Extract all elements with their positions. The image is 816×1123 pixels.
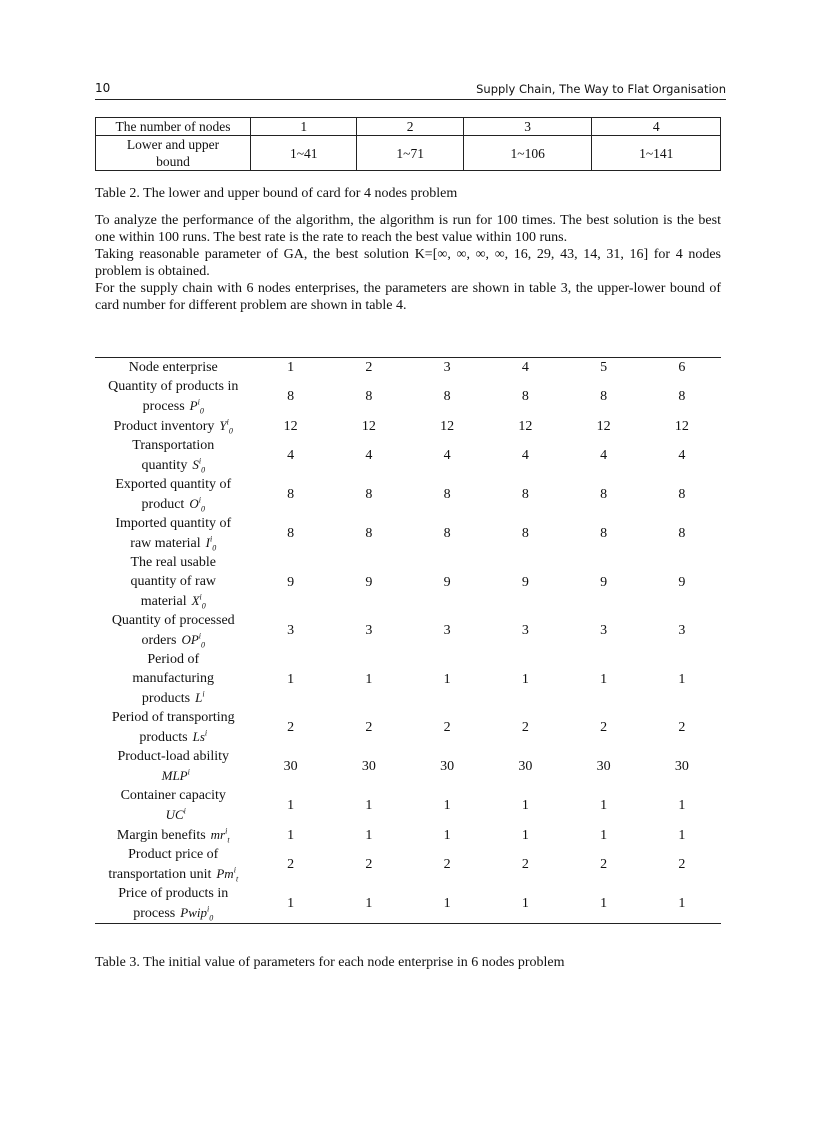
symbol-base: Y [219,418,227,433]
symbol-superscript: i [233,865,236,875]
label-text: process [133,906,176,921]
label-text: raw material [130,536,201,551]
label-line [95,805,252,825]
value-cell: 8 [443,389,451,404]
table-row [95,825,721,845]
symbol-subscript: 0 [228,426,233,436]
value-cell: 12 [674,418,689,434]
value-cell: 1 [287,671,295,687]
header-cell: 3 [443,360,451,375]
value-cell: 4 [287,448,295,463]
value-cell: 30 [361,759,376,774]
table-row [96,136,721,171]
paragraph: For the supply chain with 6 nodes enterprises, the parameters are shown in table 3, the upper-lower bound of card number for different problem are shown in table 4. [95,281,721,313]
label-line [95,396,252,416]
label-line [95,688,252,708]
label-line [95,455,252,475]
label-line: The real usable [130,555,216,570]
parameter-symbol [195,690,204,705]
cell-line: bound [156,154,190,169]
label-line [95,727,252,747]
parameter-symbol [181,631,206,650]
parameter-label [95,747,252,786]
table-row [95,650,721,708]
value-cell: 8 [365,487,373,502]
symbol-superscript: i [197,397,200,407]
label-text: products [139,730,188,745]
parameter-label [95,845,252,884]
symbol-subscript: 0 [201,465,206,475]
table-cell: 1~71 [357,136,463,171]
symbol-superscript: i [198,456,202,466]
symbol-base: O [189,496,199,511]
symbol-superscript: i [202,689,205,699]
header-cell: Node enterprise [128,360,218,375]
value-cell: 9 [287,574,295,590]
table-row [95,514,721,553]
table-cell: 2 [357,118,463,136]
parameter-label [95,650,252,708]
symbol-subscript: 0 [200,504,205,514]
value-cell: 8 [287,487,295,502]
value-cell: 1 [443,896,451,911]
table-row [95,553,721,611]
value-cell: 1 [365,798,373,813]
symbol-base: Pwip [180,905,207,920]
header-cell: 5 [600,360,608,375]
symbol-base: X [191,593,200,608]
value-cell: 2 [443,857,451,872]
value-cell: 2 [443,720,451,735]
value-cell: 2 [678,720,686,735]
parameter-label [95,786,252,825]
header-cell: 6 [678,360,686,375]
value-cell: 3 [365,623,373,638]
value-cell: 2 [521,857,529,872]
value-cell: 30 [674,759,689,774]
symbol-superscript: i [183,806,186,816]
table-2-caption: Table 2. The lower and upper bound of card for 4 nodes problem [95,186,458,201]
symbol-subscript: 0 [201,601,206,611]
parameter-symbol [189,397,204,416]
symbol-base: L [195,690,203,705]
header-cell: 2 [365,360,373,375]
value-cell: 30 [440,759,455,774]
label-line: Quantity of products in [108,379,239,394]
label-line [95,825,252,845]
label-line [95,766,252,786]
table-header-row [95,358,721,378]
table-row [95,786,721,825]
parameter-symbol [166,807,186,822]
value-cell: 12 [518,418,533,434]
symbol-subscript: 0 [199,406,204,416]
symbol-superscript: i [187,767,190,777]
symbol-subscript: 0 [209,913,214,923]
value-cell: 30 [283,759,298,774]
symbol-subscript: t [227,835,230,845]
label-line [95,864,252,884]
parameter-label [95,514,252,553]
value-cell: 8 [443,487,451,502]
table-row [95,475,721,514]
value-cell: 1 [521,671,529,687]
value-cell: 1 [287,896,295,911]
paragraph: To analyze the performance of the algorithm, the algorithm is run for 100 times. The best solution is the best one within 100 runs. The best rate is the rate to reach the best value within 100 runs. [95,213,721,245]
value-cell: 9 [678,574,686,590]
value-cell: 3 [287,623,295,638]
value-cell: 4 [443,448,451,463]
value-cell: 2 [600,720,608,735]
label-line [95,630,252,650]
parameter-label [95,553,252,611]
symbol-base: OP [181,632,199,647]
value-cell: 8 [600,526,608,541]
value-cell: 9 [443,574,451,590]
symbol-base: mr [210,827,226,842]
label-line [95,903,252,923]
value-cell: 30 [596,759,611,774]
table-3-caption: Table 3. The initial value of parameters for each node enterprise in 6 nodes problem [95,955,565,970]
value-cell: 12 [440,418,455,434]
label-line: Imported quantity of [115,516,232,531]
table-cell: 1~106 [463,136,592,171]
value-cell: 9 [600,574,608,590]
symbol-subscript: t [235,874,239,884]
parameter-symbol [189,495,205,514]
label-line [95,591,252,611]
value-cell: 1 [678,798,686,813]
value-cell: 2 [287,720,295,735]
cell-line: Lower and upper [126,137,220,152]
value-cell: 8 [287,526,295,541]
table-3-body [95,358,721,924]
label-text: material [140,594,187,609]
label-line [95,416,252,436]
table-cell: 1~41 [251,136,357,171]
value-cell: 1 [365,671,373,687]
value-cell: 8 [600,487,608,502]
value-cell: 8 [365,389,373,404]
table-row [95,377,721,416]
table-cell [96,136,251,171]
value-cell: 2 [287,857,295,872]
body-text [95,212,721,314]
value-cell: 4 [600,448,608,463]
value-cell: 8 [678,526,686,541]
parameter-symbol [180,904,214,923]
parameter-symbol [192,456,206,475]
value-cell: 9 [365,574,373,590]
header-cell: 1 [287,360,295,375]
table-row [95,845,721,884]
parameter-label [95,884,252,924]
table-row [95,416,721,436]
label-line: Quantity of processed [111,613,235,628]
value-cell: 4 [521,448,529,463]
table-cell: 1~141 [592,136,721,171]
value-cell: 1 [678,827,686,843]
parameter-symbol [162,768,190,783]
paragraph: Taking reasonable parameter of GA, the best solution K=[∞, ∞, ∞, ∞, 16, 29, 43, 14, 31, 16] for 4 nodes problem is obtained. [95,247,721,279]
running-header [95,81,726,100]
parameter-symbol [219,417,233,436]
table-row [95,436,721,475]
parameter-label [95,436,252,475]
page-number: 10 [95,81,111,95]
table-cell: 4 [592,118,721,136]
value-cell: 8 [678,389,686,404]
symbol-superscript: i [207,904,210,914]
symbol-superscript: i [209,534,213,544]
label-text: transportation unit [108,867,212,882]
parameter-label [95,825,252,845]
value-cell: 12 [361,418,376,434]
label-line: Price of products in [118,886,229,901]
value-cell: 9 [521,574,529,590]
value-cell: 2 [600,857,608,872]
symbol-subscript: 0 [212,543,217,553]
label-line [95,494,252,514]
value-cell: 4 [678,448,686,463]
label-line: Exported quantity of [115,477,232,492]
table-2 [95,117,721,171]
value-cell: 1 [443,798,451,813]
value-cell: 3 [443,623,451,638]
label-text: products [141,691,191,706]
label-line: Container capacity [120,788,226,803]
symbol-base: MLP [161,768,188,783]
value-cell: 8 [521,389,529,404]
label-text: Product inventory [113,419,215,434]
symbol-superscript: i [226,417,229,427]
value-cell: 1 [600,827,608,843]
value-cell: 12 [283,418,298,434]
header-cell: 4 [521,360,529,375]
table-3 [95,357,721,924]
value-cell: 3 [521,623,529,638]
value-cell: 2 [521,720,529,735]
table-row [95,884,721,924]
running-title: Supply Chain, The Way to Flat Organisation [476,82,726,96]
value-cell: 30 [518,759,533,774]
label-text: quantity [141,458,188,473]
value-cell: 2 [365,720,373,735]
table-row [95,611,721,650]
table-cell: The number of nodes [96,118,251,136]
value-cell: 1 [443,827,451,843]
symbol-base: P [189,398,198,413]
label-line: manufacturing [132,671,215,686]
value-cell: 1 [365,896,373,911]
parameter-label [95,377,252,416]
parameter-label [95,708,252,747]
value-cell: 1 [287,798,295,813]
parameter-label [95,475,252,514]
label-line: Product price of [128,847,219,862]
value-cell: 1 [521,798,529,813]
value-cell: 12 [596,418,611,434]
value-cell: 1 [443,671,451,687]
value-cell: 2 [678,857,686,872]
parameter-label [95,416,252,436]
parameter-symbol [193,729,208,744]
parameter-label [95,611,252,650]
value-cell: 8 [287,389,295,404]
parameter-symbol [210,826,230,845]
symbol-base: Ls [192,729,205,744]
value-cell: 1 [678,671,686,687]
label-line: Period of transporting [111,710,235,725]
parameter-symbol [191,592,206,611]
label-text: product [141,497,185,512]
table-row [95,708,721,747]
symbol-superscript: i [204,728,208,738]
table-row [96,118,721,136]
value-cell: 4 [365,448,373,463]
value-cell: 1 [287,827,295,843]
symbol-superscript: i [225,826,228,836]
value-cell: 8 [365,526,373,541]
value-cell: 1 [521,827,529,843]
symbol-base: S [192,457,199,472]
symbol-subscript: 0 [201,640,206,650]
value-cell: 3 [678,623,686,638]
value-cell: 1 [678,896,686,911]
symbol-base: Pm [216,866,234,881]
value-cell: 1 [521,896,529,911]
parameter-symbol [216,865,239,884]
table-cell: 3 [463,118,592,136]
symbol-base: UC [165,807,184,822]
label-line: Transportation [132,438,215,453]
value-cell: 1 [600,798,608,813]
label-line [95,533,252,553]
symbol-superscript: i [198,495,201,505]
value-cell: 3 [600,623,608,638]
table-cell: 1 [251,118,357,136]
value-cell: 8 [443,526,451,541]
label-text: process [142,399,185,414]
label-line: quantity of raw [130,574,217,589]
value-cell: 8 [521,526,529,541]
value-cell: 1 [600,671,608,687]
parameter-symbol [205,534,217,553]
label-text: Margin benefits [116,828,206,843]
value-cell: 1 [365,827,373,843]
value-cell: 8 [600,389,608,404]
value-cell: 8 [521,487,529,502]
symbol-superscript: i [198,631,202,641]
symbol-superscript: i [199,592,202,602]
value-cell: 1 [600,896,608,911]
label-line: Product-load ability [117,749,230,764]
symbol-base: I [205,535,210,550]
value-cell: 8 [678,487,686,502]
label-line: Period of [147,652,200,667]
table-row [95,747,721,786]
label-text: orders [141,633,177,648]
value-cell: 2 [365,857,373,872]
